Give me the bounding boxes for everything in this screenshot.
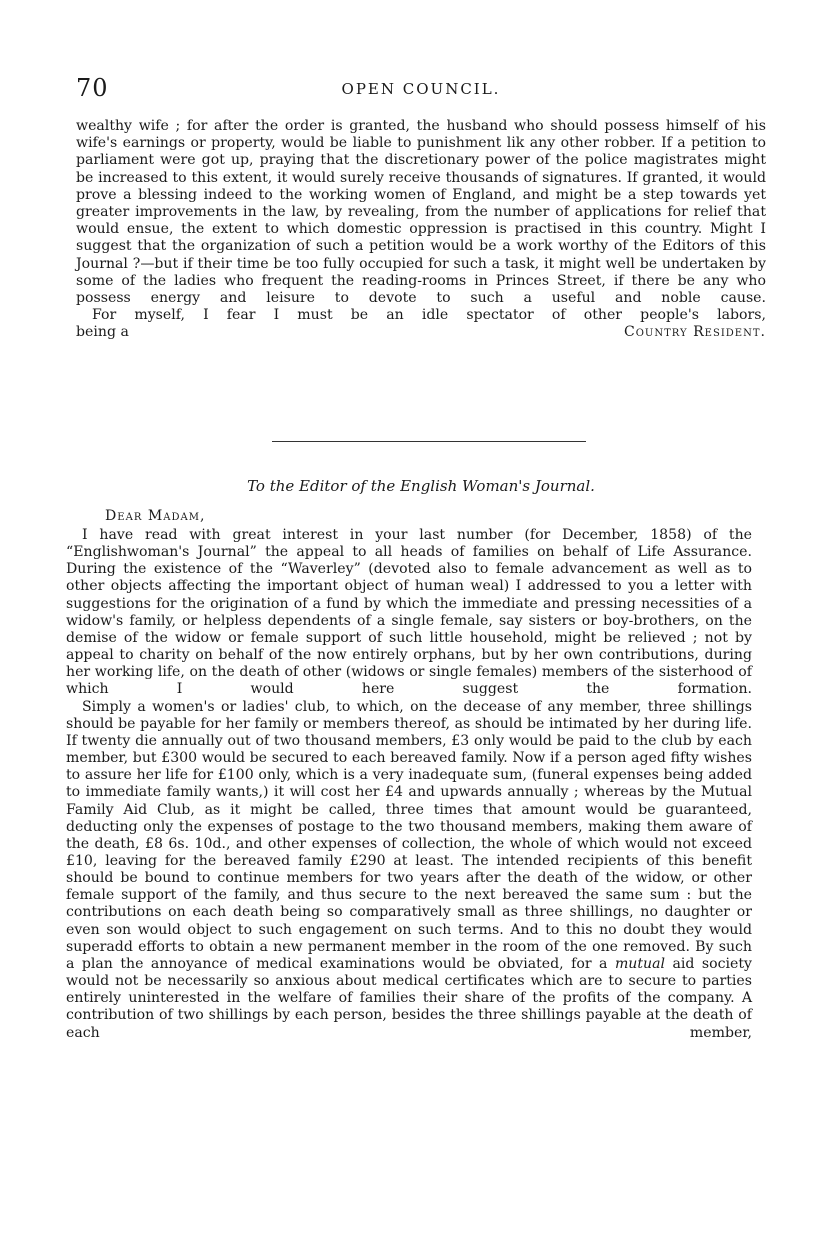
salutation: Dear Madam,	[105, 508, 206, 524]
signature: Country Resident.	[623, 324, 766, 341]
paragraph-2-end: aid society would not be necessarily so anxious about medical certificates which are to secure to parties entirely uninterested in the welfare of families their share of the profits of the company. A contribution of two shillings by each person, besides the three shillings payable at the death of each member,	[66, 955, 753, 1041]
letter-life-assurance	[66, 527, 752, 1042]
section-divider	[272, 441, 586, 442]
page-number: 70	[76, 74, 109, 102]
paragraph-2-text: Simply a women's or ladies' club, to which, on the decease of any member, three shillings should be payable for her family or members thereof, as should be intimated by her during life. If twenty die annually out of two thousand members, £3 only would be paid to the club by each member, but £300 would be secured to each bereaved family. Now if a person aged fifty wishes to assure her life for £100 only, which is a very inadequate sum, (funeral expenses being added to immediate family wants,) it will cost her £4 and upwards annually ; whereas by the Mutual Family Aid Club, as it might be called, three times that amount would be guaranteed, deducting only the expenses of postage to the two thousand members, making them aware of the death, £8 6s. 10d., and other expenses of collection, the whole of which would not exceed £10, leaving for the bereaved family £290 at least. The intended recipients of this benefit should be bound to continue members for two years after the death of the widow, or other female support of the family, and thus secure to the next bereaved the same sum : but the contributions on each death being so comparatively small as three shillings, no daughter or even son would object to such engagement on such terms. And to this no doubt they would superadd efforts to obtain a new permanent member in the room of the one removed. By such a plan the annoyance of medical examinations would be obviated, for a	[66, 698, 752, 972]
letter1-body: wealthy wife ; for after the order is granted, the husband who should possess himself of his wife's earnings or property, would be liable to punishment lik any other robber. If a petition to parliament were got up, praying that the discretionary power of the police magistrates might be increased to this extent, it would surely receive thousands of signatures. If granted, it would prove a blessing indeed to the working women of England, and might be a step towards yet greater improvements in the law, by revealing, from the number of applications for relief that would ensue, the extent to which domestic oppression is practised in this country. Might I suggest that the organization of such a petition would be a work worthy of the Editors of this Journal ?—but if their time be too fully occupied for such a task, it might well be undertaken by some of the ladies who frequent the reading-rooms in Princes Street, if there be any who possess energy and leisure to devote to such a useful and noble cause.	[76, 118, 766, 307]
letter1-closing: For myself, I fear I must be an idle spectator of other people's labors,	[92, 307, 766, 324]
letter2-paragraph-2	[66, 699, 752, 1042]
letter-country-resident	[76, 118, 766, 342]
letter2-paragraph-1: I have read with great interest in your last number (for December, 1858) of the “Englishwoman's Journal” the appeal to all heads of families on behalf of Life Assurance. During the existence of the “Waverley” (devoted also to female advancement as well as to other objects affecting the important object of human weal) I addressed to you a letter with suggestions for the origination of a fund by which the immediate and pressing necessities of a widow's family, or helpless dependents of a single female, say sisters or boy-brothers, on the demise of the widow or female support of such little household, might be relieved ; not by appeal to charity on behalf of the now entirely orphans, but by her own contributions, during her working life, on the death of other (widows or single females) members of the sisterhood of which I would here suggest the formation.	[66, 527, 752, 698]
letter2-heading: To the Editor of the English Woman's Journal.	[247, 477, 595, 495]
page-header	[76, 74, 766, 102]
italic-mutual: mutual	[614, 955, 666, 972]
running-head: OPEN COUNCIL.	[341, 80, 501, 98]
letter1-signature-line	[76, 324, 766, 341]
letter1-closing-end: being a	[76, 324, 129, 341]
